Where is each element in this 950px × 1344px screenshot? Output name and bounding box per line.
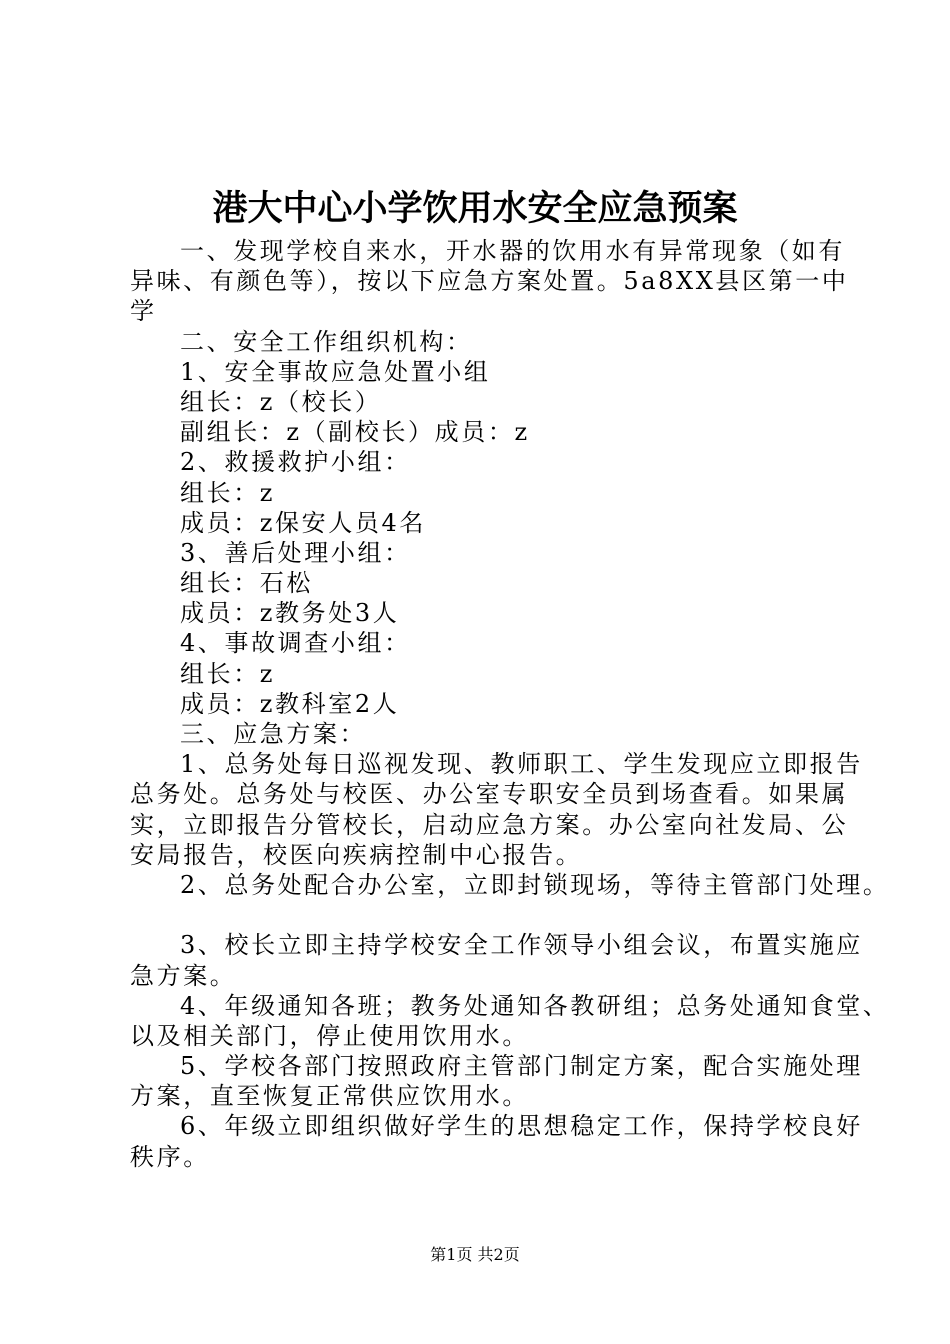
paragraph-line: 学: [130, 297, 157, 326]
section-heading: 三、应急方案：: [180, 720, 367, 748]
paragraph-line: 急方案。: [130, 961, 237, 990]
list-item: 组长：z（校长）: [180, 387, 382, 416]
paragraph-line: 秩序。: [130, 1142, 210, 1171]
paragraph-line: 方案，直至恢复正常供应饮用水。: [130, 1082, 529, 1111]
paragraph-line: 5、学校各部门按照政府主管部门制定方案，配合实施处理: [180, 1052, 863, 1081]
paragraph-line: 异味、有颜色等），按以下应急方案处置。5a8XX县区第一中: [130, 267, 849, 296]
subsection-heading: 4、事故调查小组：: [180, 629, 411, 658]
list-item: 副组长：z（副校长）成员：z: [180, 418, 530, 447]
page-number-footer: 第1页 共2页: [430, 1245, 520, 1264]
list-item: 组长：z: [180, 659, 276, 688]
subsection-heading: 3、善后处理小组：: [180, 538, 411, 567]
document-title: 港大中心小学饮用水安全应急预案: [212, 188, 738, 229]
list-item: 组长：z: [180, 478, 276, 507]
subsection-heading: 2、救援救护小组：: [180, 448, 411, 477]
subsection-heading: 1、安全事故应急处置小组: [180, 357, 491, 386]
paragraph-line: 6、年级立即组织做好学生的思想稳定工作，保持学校良好: [180, 1112, 863, 1141]
blank-line: [130, 900, 850, 930]
paragraph-line: 一、发现学校自来水，开水器的饮用水有异常现象（如有: [180, 237, 845, 265]
list-item: 成员：z教务处3人: [180, 599, 400, 628]
list-item: 成员：z保安人员4名: [180, 508, 426, 537]
paragraph-line: 总务处。总务处与校医、办公室专职安全员到场查看。如果属: [130, 780, 849, 809]
paragraph-line: 4、年级通知各班；教务处通知各教研组；总务处通知食堂、: [180, 991, 890, 1020]
paragraph-line: 3、校长立即主持学校安全工作领导小组会议，布置实施应: [180, 931, 863, 960]
document-body: [130, 236, 890, 1172]
paragraph-line: 2、总务处配合办公室，立即封锁现场，等待主管部门处理。: [180, 870, 890, 899]
section-heading: 二、安全工作组织机构：: [180, 327, 473, 356]
list-item: 组长：石松: [180, 569, 313, 598]
paragraph-line: 安局报告，校医向疾病控制中心报告。: [130, 840, 583, 869]
paragraph-line: 以及相关部门，停止使用饮用水。: [130, 1021, 529, 1050]
list-item: 成员：z教科室2人: [180, 689, 400, 718]
paragraph-line: 1、总务处每日巡视发现、教师职工、学生发现应立即报告: [180, 750, 863, 779]
paragraph-line: 实，立即报告分管校长，启动应急方案。办公室向社发局、公: [130, 810, 849, 839]
